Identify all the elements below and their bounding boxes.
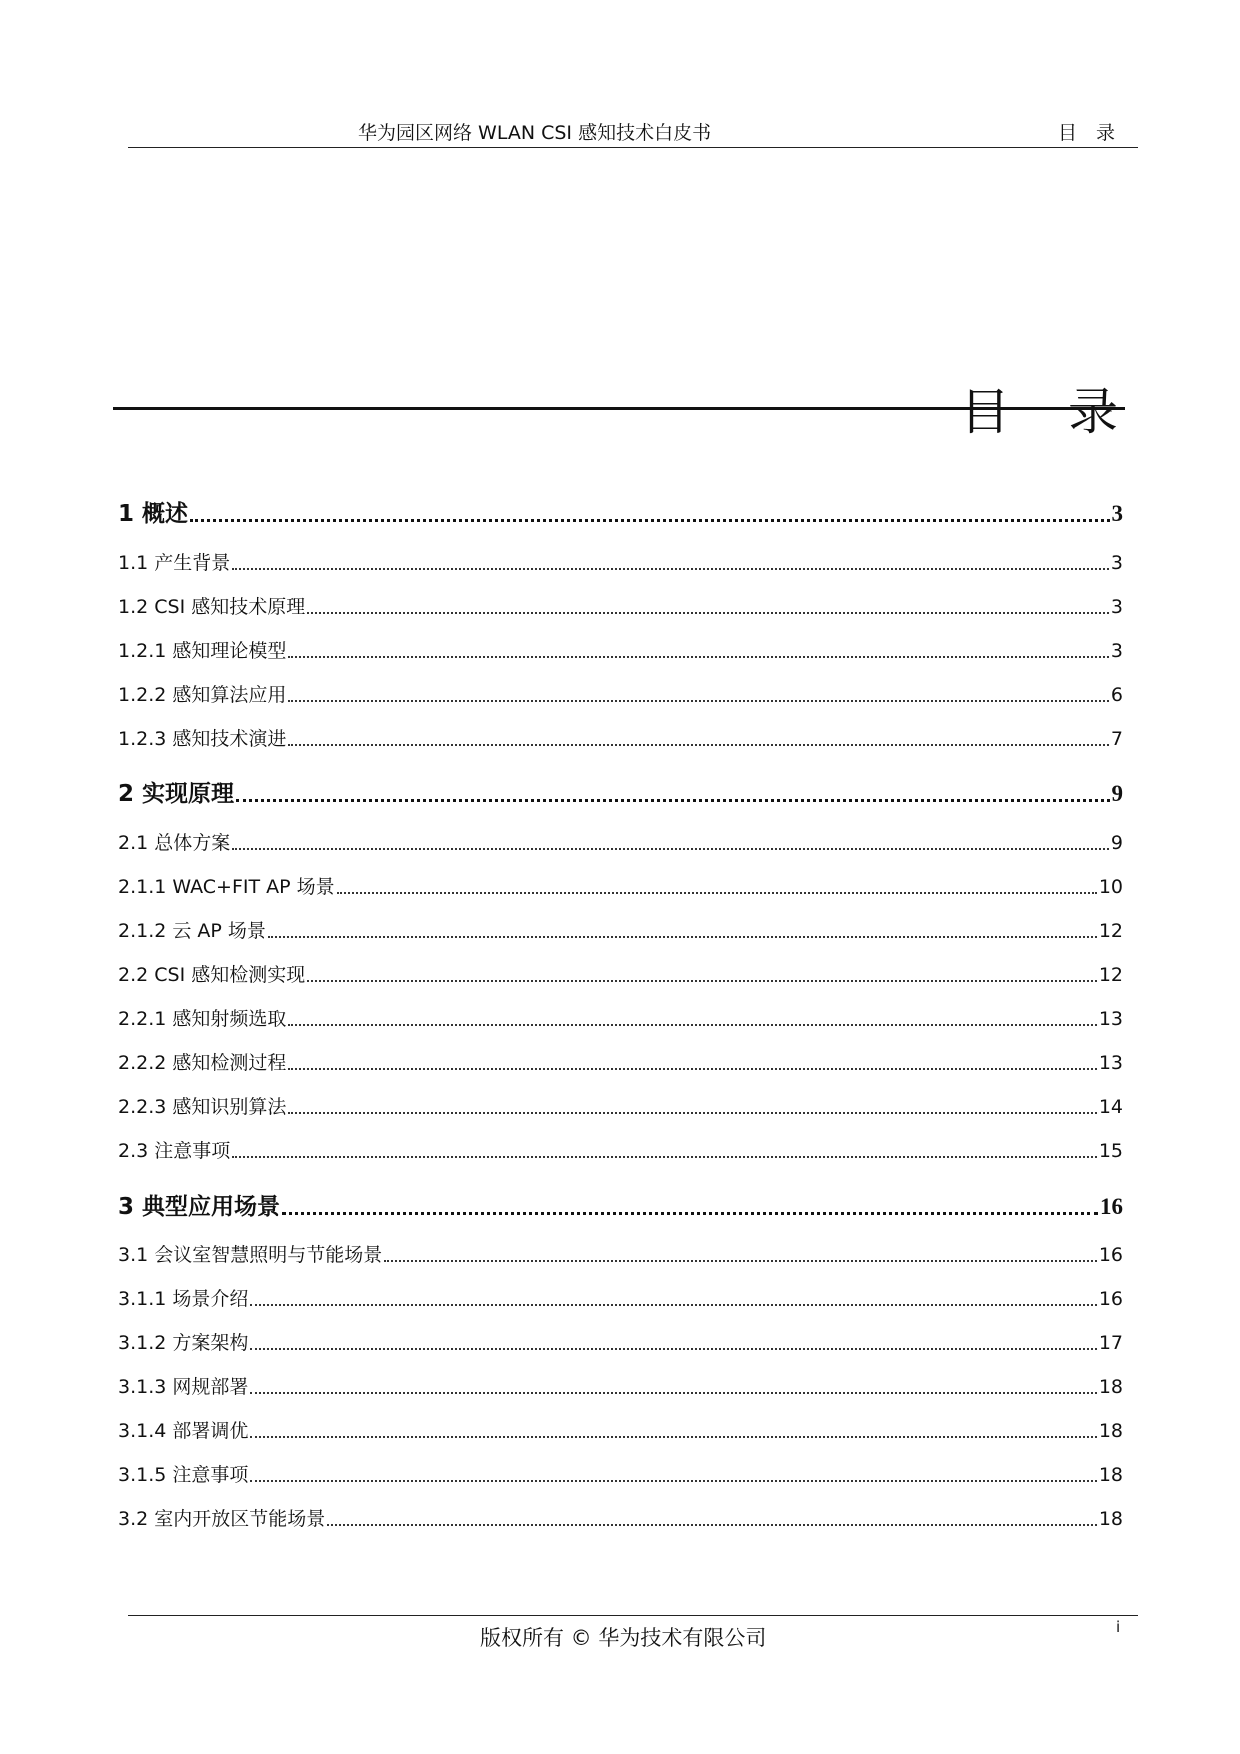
toc-leader-dots bbox=[190, 519, 1109, 522]
toc-entry[interactable] bbox=[118, 1093, 1123, 1121]
toc-leader-dots bbox=[288, 700, 1109, 702]
toc-leader-dots bbox=[250, 1348, 1096, 1350]
toc-leader-dots bbox=[282, 1212, 1098, 1215]
toc-leader-dots bbox=[232, 1156, 1097, 1158]
toc-entry-label: 3.1.3 网规部署 bbox=[118, 1376, 249, 1398]
toc-leader-dots bbox=[232, 568, 1109, 570]
toc-entry[interactable] bbox=[118, 1285, 1123, 1313]
toc-entry[interactable] bbox=[118, 725, 1123, 753]
toc-entry-label: 2.2.2 感知检测过程 bbox=[118, 1052, 287, 1074]
toc-leader-dots bbox=[232, 848, 1109, 850]
header-section-label: 目 录 bbox=[1058, 122, 1116, 144]
toc-entry[interactable] bbox=[118, 873, 1123, 901]
toc-entry[interactable] bbox=[118, 1137, 1123, 1165]
toc-leader-dots bbox=[288, 744, 1109, 746]
toc-entry-page: 3 bbox=[1110, 640, 1123, 662]
toc-entry[interactable] bbox=[118, 780, 1123, 808]
toc-leader-dots bbox=[307, 612, 1109, 614]
toc-entry-label: 1.2.2 感知算法应用 bbox=[118, 684, 287, 706]
toc-leader-dots bbox=[384, 1260, 1097, 1262]
toc-entry-page: 14 bbox=[1098, 1096, 1123, 1118]
toc-entry-label: 3 典型应用场景 bbox=[118, 1194, 281, 1220]
toc-entry[interactable] bbox=[118, 829, 1123, 857]
toc-entry-label: 3.1.4 部署调优 bbox=[118, 1420, 249, 1442]
toc-leader-dots bbox=[236, 799, 1109, 802]
toc-entry[interactable] bbox=[118, 549, 1123, 577]
toc-entry-page: 16 bbox=[1098, 1288, 1123, 1310]
footer-page-number: i bbox=[1116, 1618, 1121, 1636]
toc-entry[interactable] bbox=[118, 1417, 1123, 1445]
toc-entry-label: 3.1.2 方案架构 bbox=[118, 1332, 249, 1354]
toc-leader-dots bbox=[250, 1436, 1096, 1438]
toc-entry[interactable] bbox=[118, 637, 1123, 665]
toc-entry-page: 13 bbox=[1098, 1008, 1123, 1030]
toc-entry-page: 3 bbox=[1110, 596, 1123, 618]
toc-entry[interactable] bbox=[118, 1005, 1123, 1033]
header-divider bbox=[128, 147, 1138, 148]
toc-leader-dots bbox=[250, 1392, 1096, 1394]
toc-entry-label: 3.1.5 注意事项 bbox=[118, 1464, 249, 1486]
toc-leader-dots bbox=[327, 1524, 1097, 1526]
toc-leader-dots bbox=[288, 1024, 1096, 1026]
toc-entry-page: 18 bbox=[1098, 1420, 1123, 1442]
toc-entry-page: 7 bbox=[1110, 728, 1123, 750]
toc-entry-label: 1 概述 bbox=[118, 501, 189, 527]
toc-entry-page: 9 bbox=[1110, 832, 1123, 854]
toc-entry[interactable] bbox=[118, 681, 1123, 709]
toc-entry-label: 1.2 CSI 感知技术原理 bbox=[118, 596, 306, 618]
toc-entry-label: 3.1.1 场景介绍 bbox=[118, 1288, 249, 1310]
toc-entry-page: 10 bbox=[1098, 876, 1123, 898]
footer-divider bbox=[128, 1615, 1138, 1616]
toc-leader-dots bbox=[337, 892, 1097, 894]
toc-heading: 目 录 bbox=[960, 382, 1122, 441]
toc-entry-label: 1.1 产生背景 bbox=[118, 552, 231, 574]
toc-entry-page: 3 bbox=[1111, 501, 1123, 526]
toc-entry-page: 16 bbox=[1098, 1244, 1123, 1266]
header-document-title: 华为园区网络 WLAN CSI 感知技术白皮书 bbox=[358, 122, 712, 144]
toc-entry[interactable] bbox=[118, 500, 1123, 528]
toc-entry-page: 17 bbox=[1098, 1332, 1123, 1354]
toc-heading-divider bbox=[113, 407, 1125, 410]
toc-entry-page: 18 bbox=[1098, 1464, 1123, 1486]
toc-entry[interactable] bbox=[118, 1505, 1123, 1533]
toc-entry-label: 3.2 室内开放区节能场景 bbox=[118, 1508, 326, 1530]
toc-entry-page: 15 bbox=[1098, 1140, 1123, 1162]
toc-entry-label: 2 实现原理 bbox=[118, 781, 235, 807]
toc-leader-dots bbox=[288, 1068, 1096, 1070]
toc-entry[interactable] bbox=[118, 1461, 1123, 1489]
toc-entry-page: 13 bbox=[1098, 1052, 1123, 1074]
toc-entry-label: 2.1.2 云 AP 场景 bbox=[118, 920, 266, 942]
toc-leader-dots bbox=[307, 980, 1097, 982]
toc-entry-page: 12 bbox=[1098, 964, 1123, 986]
toc-entry[interactable] bbox=[118, 917, 1123, 945]
toc-entry-label: 1.2.3 感知技术演进 bbox=[118, 728, 287, 750]
toc-entry-label: 2.1.1 WAC+FIT AP 场景 bbox=[118, 876, 335, 898]
toc-entry-page: 18 bbox=[1098, 1508, 1123, 1530]
toc-entry[interactable] bbox=[118, 1329, 1123, 1357]
toc-entry-page: 16 bbox=[1100, 1194, 1123, 1219]
toc-entry[interactable] bbox=[118, 593, 1123, 621]
footer-copyright: 版权所有 © 华为技术有限公司 bbox=[480, 1626, 767, 1650]
toc-leader-dots bbox=[268, 936, 1097, 938]
toc-entry-page: 3 bbox=[1110, 552, 1123, 574]
toc-entry[interactable] bbox=[118, 1049, 1123, 1077]
toc-entry-label: 3.1 会议室智慧照明与节能场景 bbox=[118, 1244, 383, 1266]
toc-entry[interactable] bbox=[118, 1373, 1123, 1401]
toc-entry-label: 2.2.1 感知射频选取 bbox=[118, 1008, 287, 1030]
toc-entry[interactable] bbox=[118, 1193, 1123, 1221]
toc-entry-label: 2.3 注意事项 bbox=[118, 1140, 231, 1162]
toc-leader-dots bbox=[250, 1304, 1096, 1306]
toc-entry[interactable] bbox=[118, 1241, 1123, 1269]
toc-leader-dots bbox=[250, 1480, 1096, 1482]
toc-entry-label: 1.2.1 感知理论模型 bbox=[118, 640, 287, 662]
toc-entry-label: 2.2.3 感知识别算法 bbox=[118, 1096, 287, 1118]
toc-leader-dots bbox=[288, 1112, 1096, 1114]
toc-entry-page: 6 bbox=[1110, 684, 1123, 706]
toc-entry-page: 18 bbox=[1098, 1376, 1123, 1398]
toc-entry[interactable] bbox=[118, 961, 1123, 989]
toc-entry-page: 9 bbox=[1111, 781, 1123, 806]
toc-entry-label: 2.1 总体方案 bbox=[118, 832, 231, 854]
toc-leader-dots bbox=[288, 656, 1109, 658]
toc-entry-page: 12 bbox=[1098, 920, 1123, 942]
toc-entry-label: 2.2 CSI 感知检测实现 bbox=[118, 964, 306, 986]
